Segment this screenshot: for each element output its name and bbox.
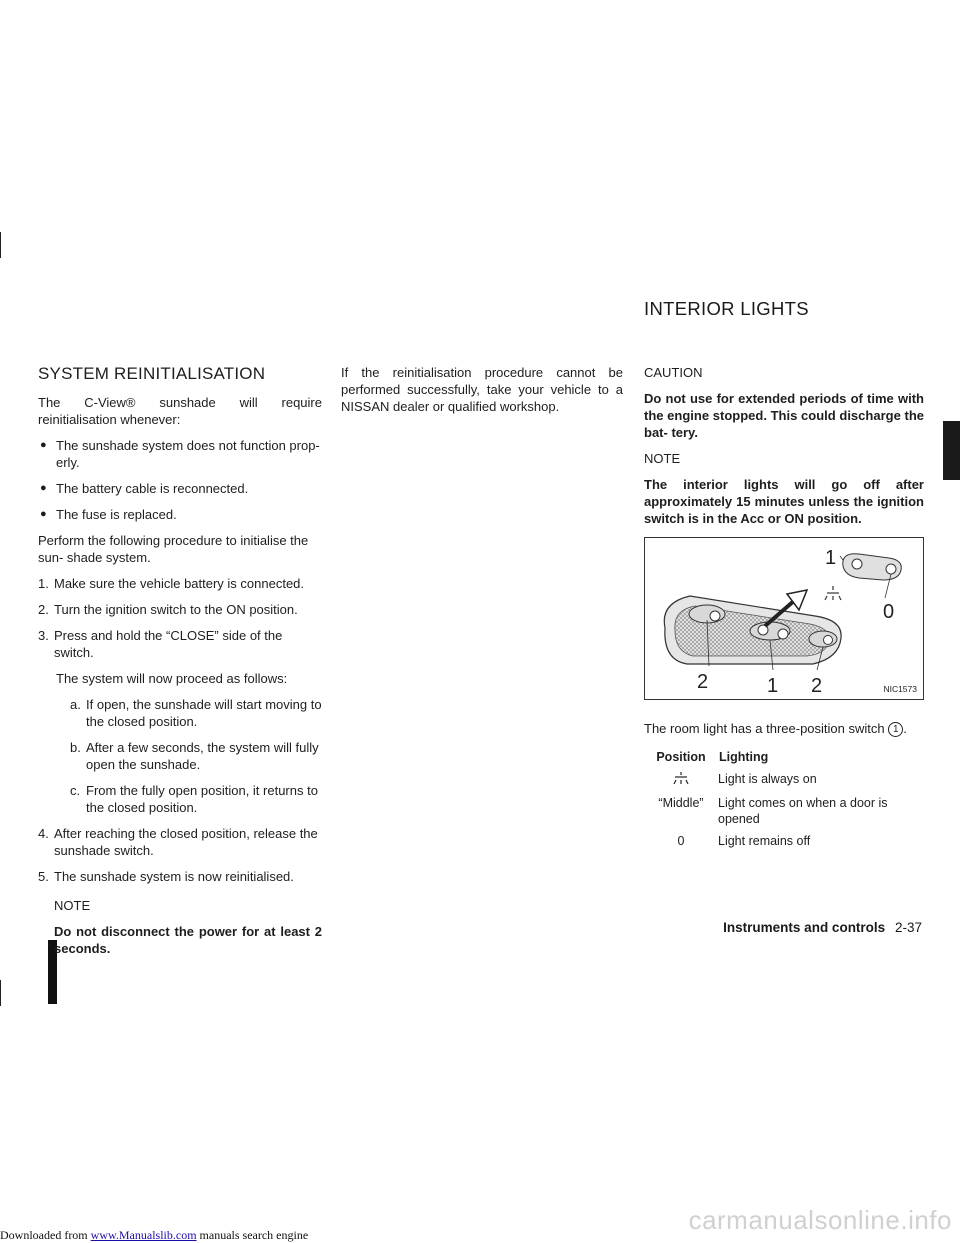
callout-2-left: 2 [697,671,709,693]
watermark: carmanualsonline.info [688,1205,952,1235]
step-item: 3. Press and hold the “CLOSE” side of the switch. [38,628,283,660]
bullet-dot-icon: ● [40,482,47,494]
note-text: Do not disconnect the power for at least 2 seconds. [54,924,322,956]
room-light-section [644,720,924,849]
table-row [644,771,924,795]
callout-1-bottom: 1 [767,675,779,697]
crop-mark [0,232,1,258]
callout-0: 0 [883,601,895,623]
download-line: Downloaded from www.Manualslib.com manuals search engine [0,1228,309,1242]
callout-2-right: 2 [811,675,823,697]
left-column [38,364,322,966]
table-cell-lighting: Light remains off [718,834,811,849]
caution-label: CAUTION [644,365,703,380]
table-row [644,833,924,849]
procedure-intro: Perform the following procedure to initialise the sun- shade system. [38,533,309,565]
table-cell-lighting: Light comes on when a door is opened [718,796,888,827]
room-light-on-icon [825,586,841,600]
room-light-figure [644,537,924,700]
table-cell-lighting: Light is always on [718,772,817,787]
table-cell-position [644,771,718,795]
note-label: NOTE [644,451,681,466]
table-header-row [644,749,924,771]
right-column [644,364,924,566]
figure-code: NIC1573 [883,684,917,694]
room-light-on-icon [672,771,690,785]
system-reinitialisation-heading: SYSTEM REINITIALISATION [38,364,266,383]
manualslib-link[interactable]: www.Manualslib.com [90,1228,197,1242]
step-item: 4. After reaching the closed position, release the sunshade switch. [38,826,318,858]
bullet-item: ● The sunshade system does not function prop- erly. [40,438,320,470]
room-light-text: The room light has a three-position switch 1 . [644,721,907,736]
crop-mark [0,980,1,1006]
callout-1-top: 1 [825,547,837,569]
substep-item: a. If open, the sunshade will start moving to the closed position. [70,697,322,729]
note-text: The interior lights will go off after approximately 15 minutes unless the ignition switch is in the Acc or ON position. [644,477,924,526]
substep-item: c. From the fully open position, it returns to the closed position. [70,783,318,815]
table-header-position: Position [656,750,706,765]
dealer-text: If the reinitialisation procedure cannot be performed successfully, take your vehicle to a NISSAN dealer or qualified workshop. [341,365,623,414]
step-item: 2. Turn the ignition switch to the ON position. [38,602,298,617]
substep-item: b. After a few seconds, the system will fully open the sunshade. [70,740,319,772]
callout-circle-icon: 1 [888,722,903,737]
footer-section: Instruments and controls [723,920,886,935]
table-cell-position: 0 [677,834,685,849]
bullet-item: ● The fuse is replaced. [40,507,177,522]
table-header-lighting: Lighting [719,750,769,765]
page-footer [723,920,922,935]
proceed-text: The system will now proceed as follows: [56,671,288,686]
section-title: INTERIOR LIGHTS [644,298,809,319]
table-row [644,795,924,833]
intro-text: The C-View® sunshade will require reinitialisation whenever: [38,395,322,427]
step-item: 1. Make sure the vehicle battery is connected. [38,576,305,591]
middle-column [341,364,623,424]
table-cell-position: “Middle” [658,796,704,811]
page-number: 2-37 [894,920,922,935]
lighting-table [644,749,924,849]
bullet-dot-icon: ● [40,508,47,520]
bullet-dot-icon: ● [40,439,47,451]
caution-text: Do not use for extended periods of time with the engine stopped. This could discharge the bat- tery. [644,391,924,440]
room-light-illustration [645,538,923,699]
note-label: NOTE [54,898,91,913]
step-item: 5. The sunshade system is now reinitialised. [38,869,294,884]
bullet-item: ● The battery cable is reconnected. [40,481,249,496]
side-thumb-tab [943,421,960,480]
